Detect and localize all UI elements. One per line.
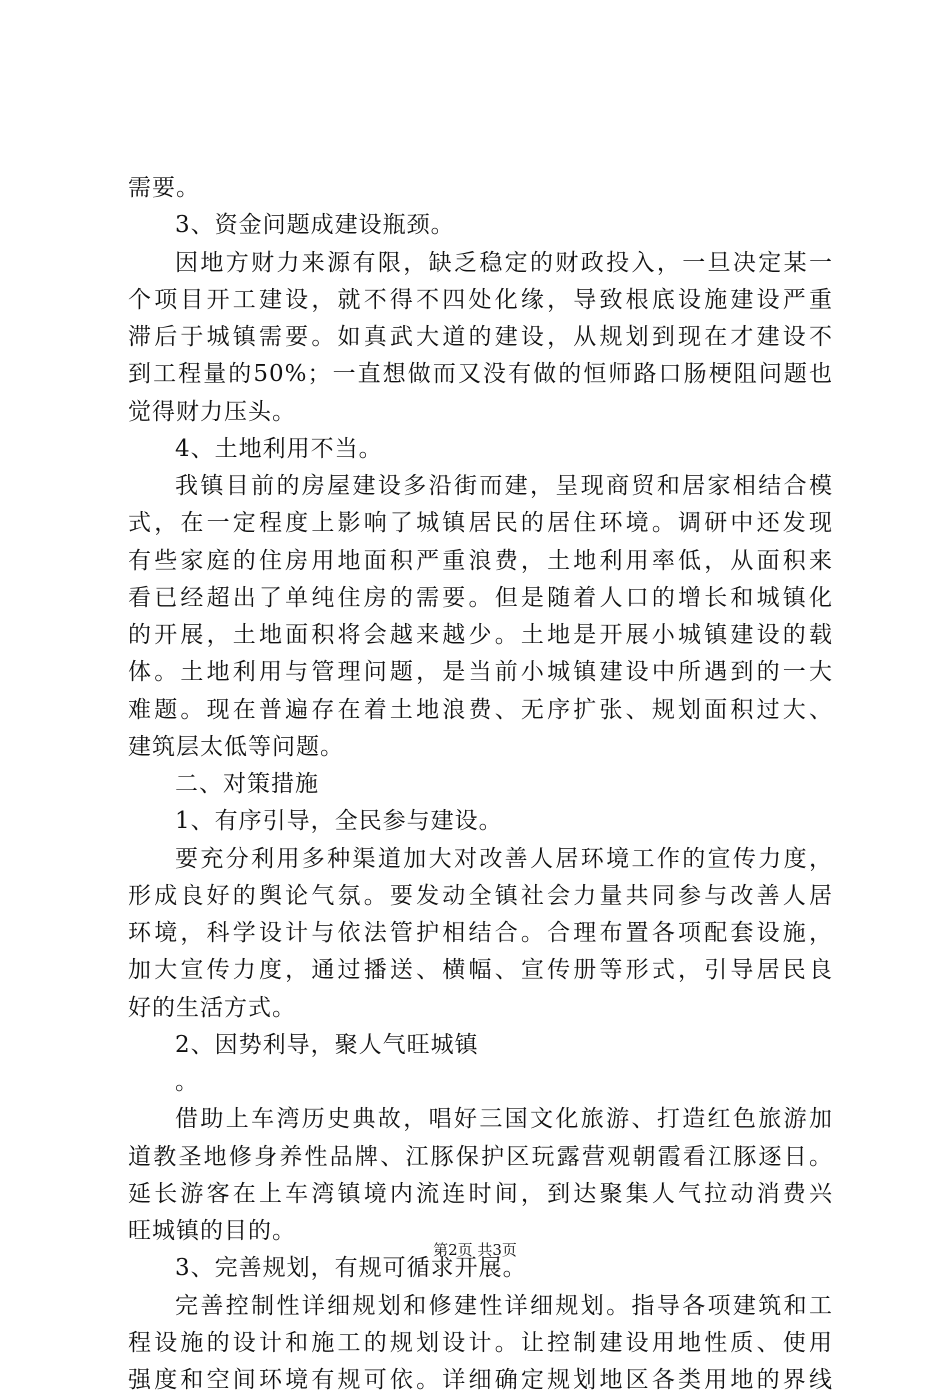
text-line: 觉得财力压头。: [128, 398, 296, 425]
text-line: 我镇目前的房屋建设多沿街而建，呈现商贸和居家相结合模: [175, 473, 833, 499]
text-line: 的开展，土地面积将会越来越少。土地是开展小城镇建设的载: [128, 622, 833, 648]
page-footer: 第2页 共3页: [433, 1241, 517, 1259]
text-line: 2、因势利导，聚人气旺城镇: [175, 1031, 479, 1058]
text-line: 二、对策措施: [175, 771, 319, 797]
text-line: 延长游客在上车湾镇境内流连时间，到达聚集人气拉动消费兴: [128, 1180, 833, 1207]
text-line: 旺城镇的目的。: [128, 1218, 296, 1244]
text-line: 3、资金问题成建设瓶颈。: [175, 212, 455, 239]
text-line: 要充分利用多种渠道加大对改善人居环境工作的宣传力度，: [175, 845, 833, 872]
text-line: 4、土地利用不当。: [175, 435, 383, 462]
text-line: 强度和空间环境有规可依。详细确定规划地区各类用地的界线: [128, 1367, 833, 1393]
text-line: 有些家庭的住房用地面积严重浪费，土地利用率低，从面积来: [128, 547, 833, 574]
text-line: 1、有序引导，全民参与建设。: [175, 808, 503, 835]
text-line: 好的生活方式。: [128, 994, 296, 1021]
text-line: 式，在一定程度上影响了城镇居民的居住环境。调研中还发现: [128, 510, 833, 537]
text-line: 加大宣传力度，通过播送、横幅、宣传册等形式，引导居民良: [128, 957, 833, 984]
text-line: 到工程量的50%；一直想做而又没有做的恒师路口肠梗阻问题也: [128, 361, 833, 388]
document-body: [128, 170, 833, 1399]
text-line: 需要。: [128, 175, 200, 201]
text-line: 看已经超出了单纯住房的需要。但是随着人口的增长和城镇化: [128, 584, 833, 611]
text-line: 体。土地利用与管理问题，是当前小城镇建设中所遇到的一大: [128, 659, 833, 686]
text-line: 建筑层太低等问题。: [128, 733, 344, 760]
text-line: 道教圣地修身养性品牌、江豚保护区玩露营观朝霞看江豚逐日。: [128, 1143, 833, 1170]
text-line: 程设施的设计和施工的规划设计。让控制建设用地性质、使用: [128, 1329, 833, 1356]
text-line: 3、完善规划，有规可循求开展。: [175, 1255, 527, 1282]
text-line: 因地方财力来源有限，缺乏稳定的财政投入，一旦决定某一: [175, 249, 833, 276]
text-line: 完善控制性详细规划和修建性详细规划。指导各项建筑和工: [175, 1292, 833, 1319]
text-line: 环境，科学设计与依法管护相结合。合理布置各项配套设施，: [128, 920, 833, 946]
text-line: 。: [175, 1069, 199, 1095]
text-line: 滞后于城镇需要。如真武大道的建设，从规划到现在才建设不: [128, 324, 833, 350]
text-line: 形成良好的舆论气氛。要发动全镇社会力量共同参与改善人居: [128, 882, 833, 909]
text-line: 个项目开工建设，就不得不四处化缘，导致根底设施建设严重: [128, 286, 833, 313]
text-line: 难题。现在普遍存在着土地浪费、无序扩张、规划面积过大、: [128, 696, 833, 723]
text-line: 借助上车湾历史典故，唱好三国文化旅游、打造红色旅游加: [175, 1106, 833, 1133]
